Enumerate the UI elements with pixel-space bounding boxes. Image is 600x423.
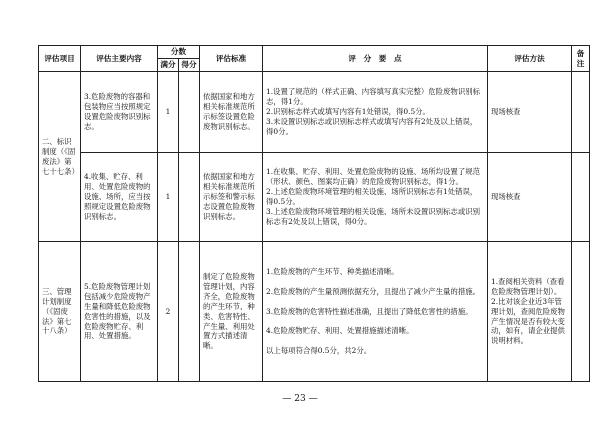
method-cell: 1.查阅相关资料（查看危险废物管理计划）。 2.比对该企业近3年管理计划，查阅危险废物产生情况是否有较大变动，如有，请企业提供说明材料。 xyxy=(488,242,572,382)
header-note: 备 注 xyxy=(572,46,590,72)
full-score-cell: 2 xyxy=(158,242,179,382)
content-cell: 3.危险废物的容器和包装物应当按照规定设置危险废物识别标志。 xyxy=(81,72,158,153)
points-cell: 1.危险废物的产生环节、种类描述清晰。 2.危险废物的产生量预测依据充分，且提出了减少产生量的措施。 3.危险废物的危害特性描述准确，且提出了降低危害性的措施。 4.危险废物贮存、利用、处置措施描述清晰。 以上每项符合得0.5分，共2分。 xyxy=(263,242,488,382)
got-score-cell xyxy=(179,242,200,382)
table-row xyxy=(39,152,590,242)
page-number: — 23 — xyxy=(282,394,318,404)
got-score-cell xyxy=(179,72,200,153)
table-row xyxy=(39,242,590,382)
evaluation-table xyxy=(38,45,590,382)
note-cell xyxy=(572,152,590,242)
standard-cell: 依据国家和地方相关标准规范所示标签设置危险废物识别标志。 xyxy=(200,72,263,153)
header-item: 评估项目 xyxy=(39,46,81,72)
method-cell: 现场核查 xyxy=(488,72,572,153)
table-row xyxy=(39,72,590,153)
section-item-label: 三、管理计划制度（《固废法》第七十八条） xyxy=(39,242,81,382)
points-cell: 1.设置了规范的（样式正确、内容填写真实完整）危险废物识别标志，得1分。 2.识别标志样式或填写内容有1处错误，得0.5分。 3.未设置识别标志或识别标志样式或填写内容有2处及以上错误，得0分。 xyxy=(263,72,488,153)
got-score-cell xyxy=(179,152,200,242)
full-score-cell: 1 xyxy=(158,72,179,153)
header-points: 评 分 要 点 xyxy=(263,46,488,72)
method-cell: 现场核查 xyxy=(488,152,572,242)
content-cell: 4.收集、贮存、利用、处置危险废物的设施、场所，应当按照规定设置危险废物识别标志。 xyxy=(81,152,158,242)
content-cell: 5.危险废物管理计划包括减少危险废物产生量和降低危险废物危害性的措施，以及危险废物贮存、利用、处置措施。 xyxy=(81,242,158,382)
header-content: 评估主要内容 xyxy=(81,46,158,72)
points-cell: 1.在收集、贮存、利用、处置危险废物的设施、场所均设置了规范（形状、颜色、图案均正确）的危险废物识别标志，得1分。 2.上述危险废物环境管理的相关设施、场所识别标志有1处错误，得0.5分。 3.上述危险废物环境管理的相关设施、场所未设置识别标志或识别标志有2处及以上错误，得0分。 xyxy=(263,152,488,242)
header-got-score: 得分 xyxy=(179,59,200,72)
header-full-score: 满分 xyxy=(158,59,179,72)
standard-cell: 依据国家和地方相关标准规范所示标签和警示标志设置危险废物识别标志。 xyxy=(200,152,263,242)
note-cell xyxy=(572,72,590,153)
full-score-cell: 1 xyxy=(158,152,179,242)
header-standard: 评估标准 xyxy=(200,46,263,72)
section-item-label: 二、标识制度（《固废法》第七十七条） xyxy=(39,72,81,242)
header-score: 分数 xyxy=(158,46,200,59)
note-cell xyxy=(572,242,590,382)
standard-cell: 制定了危险废物管理计划，内容齐全，危险废物的产生环节、种类、危害特性、产生量、利用处置方式描述清晰。 xyxy=(200,242,263,382)
header-method: 评估方法 xyxy=(488,46,572,72)
